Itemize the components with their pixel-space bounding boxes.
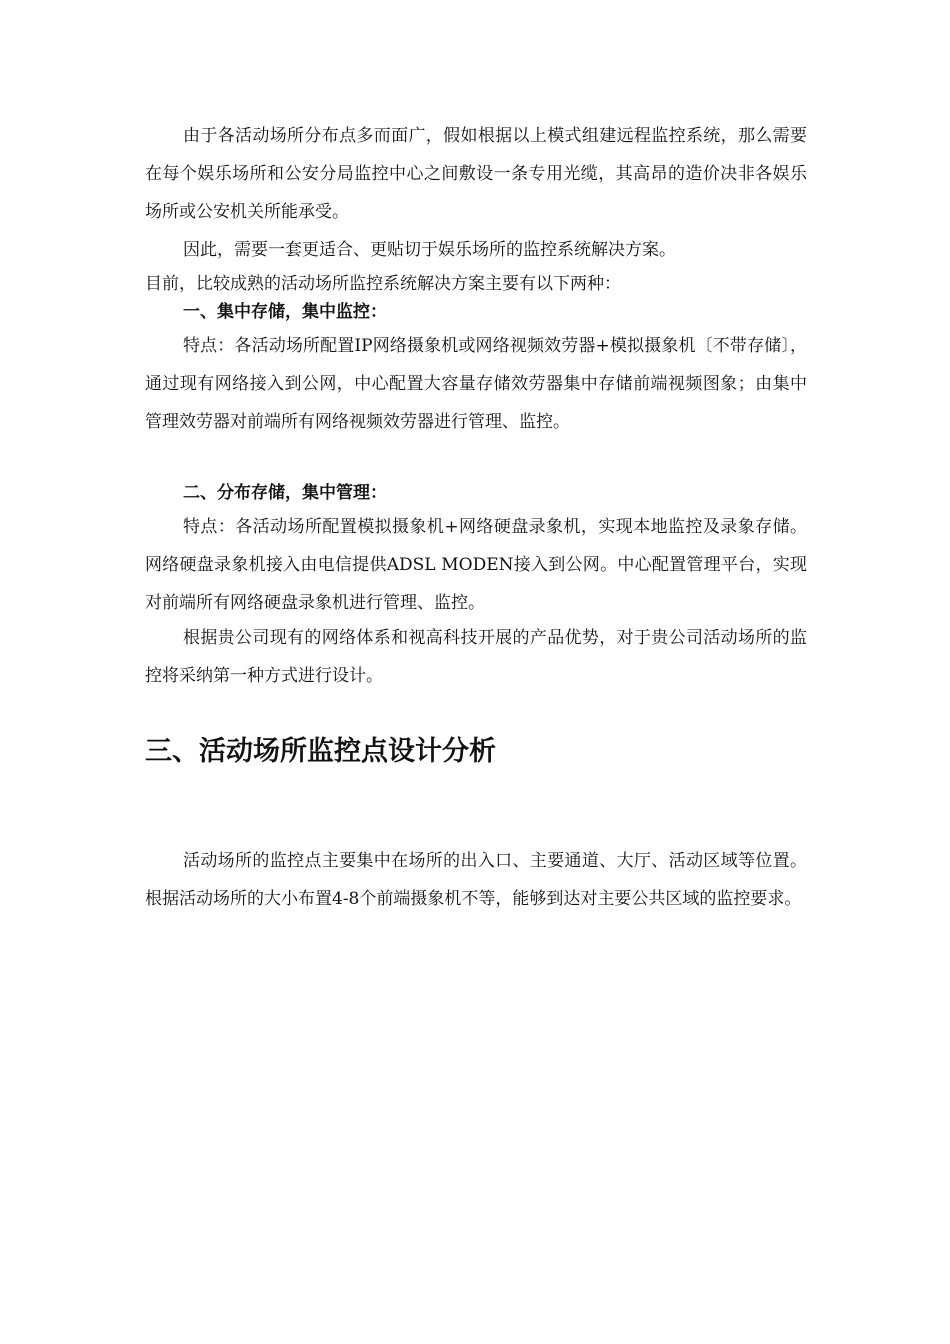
paragraph-distributed-features: 特点：各活动场所配置模拟摄象机+网络硬盘录象机，实现本地监控及录象存储。网络硬盘录象机接入由电信提供ADSL MODEN接入到公网。中心配置管理平台，实现对前端所有网络硬盘录象机进行管理、监控。 xyxy=(145,517,807,613)
paragraph-intro: 由于各活动场所分布点多而面广，假如根据以上模式组建远程监控系统，那么需要在每个娱乐场所和公安分局监控中心之间敷设一条专用光缆，其高昂的造价决非各娱乐场所或公安机关所能承受。 xyxy=(145,126,807,222)
paragraph-therefore: 因此，需要一套更适合、更贴切于娱乐场所的监控系统解决方案。 xyxy=(183,240,676,260)
heading-monitoring-point-analysis: 三、活动场所监控点设计分析 xyxy=(145,736,496,767)
paragraph-centralized-features: 特点：各活动场所配置IP网络摄象机或网络视频效劳器+模拟摄象机〔不带存储〕，通过现有网络接入到公网，中心配置大容量存储效劳器集中存储前端视频图象；由集中管理效劳器对前端所有网络视频效劳器进行管理、监控。 xyxy=(145,336,807,432)
section-title-distributed: 二、分布存储，集中管理： xyxy=(183,483,387,503)
section-title-centralized: 一、集中存储，集中监控： xyxy=(183,302,387,322)
paragraph-current-solutions: 目前，比较成熟的活动场所监控系统解决方案主要有以下两种： xyxy=(145,274,621,294)
paragraph-design-choice: 根据贵公司现有的网络体系和视高科技开展的产品优势，对于贵公司活动场所的监控将采纳第一种方式进行设计。 xyxy=(145,628,807,686)
paragraph-monitoring-points: 活动场所的监控点主要集中在场所的出入口、主要通道、大厅、活动区域等位置。根据活动场所的大小布置4-8个前端摄象机不等，能够到达对主要公共区域的监控要求。 xyxy=(145,851,807,909)
